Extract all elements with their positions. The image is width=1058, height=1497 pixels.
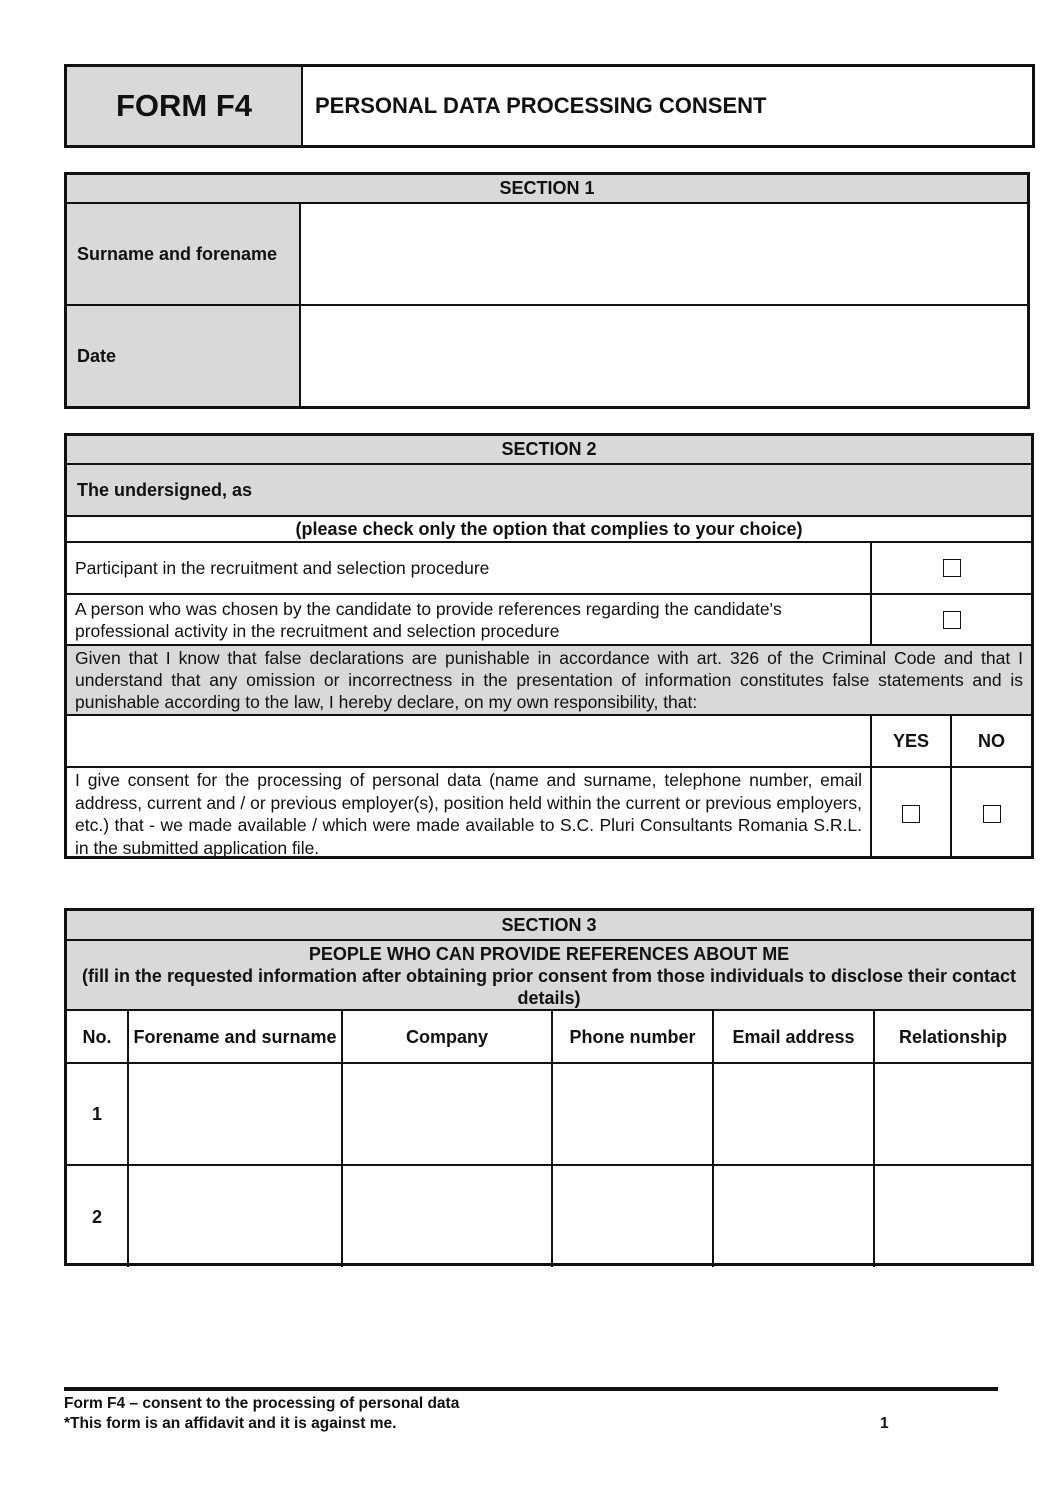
yes-no-header: [67, 716, 1031, 768]
option-participant-label: Participant in the recruitment and selection procedure: [67, 543, 872, 593]
undersigned-label: The undersigned, as: [67, 465, 1031, 517]
company-cell[interactable]: [342, 1165, 552, 1267]
surname-forename-field[interactable]: [301, 204, 1027, 304]
references-heading: [67, 941, 1031, 1011]
footer-form-note: Form F4 – consent to the processing of personal data: [64, 1395, 460, 1412]
forename-cell[interactable]: [128, 1063, 342, 1165]
surname-forename-label: Surname and forename: [67, 204, 301, 304]
forename-cell[interactable]: [128, 1165, 342, 1267]
references-header-row: [67, 1011, 1031, 1063]
email-cell[interactable]: [713, 1063, 874, 1165]
email-cell[interactable]: [713, 1165, 874, 1267]
col-company: Company: [342, 1011, 552, 1063]
table-row: [67, 1165, 1031, 1267]
form-code: FORM F4: [67, 67, 303, 145]
section-1: [64, 172, 1030, 409]
footer-affidavit-note: *This form is an affidavit and it is against me.: [64, 1415, 397, 1432]
col-relationship: Relationship: [874, 1011, 1031, 1063]
consent-text: I give consent for the processing of personal data (name and surname, telephone number, email address, current and / or previous employer(s), position held within the current or previous employers, etc.) that - we made available / which were made available to S.C. Pluri Consultants Romania S.R.L. in the submitted application file.: [67, 768, 872, 859]
option-reference-label: A person who was chosen by the candidate to provide references regarding the candidate's professional activity in the recruitment and selection procedure: [67, 595, 872, 644]
option-reference: [67, 595, 1031, 646]
date-row: [67, 306, 1027, 406]
table-row: [67, 1063, 1031, 1165]
declaration-text: Given that I know that false declarations are punishable in accordance with art. 326 of the Criminal Code and that I understand that any omission or incorrectness in the presentation of information constitutes false statements and is punishable according to the law, I hereby declare, on my own responsibility, that:: [67, 646, 1031, 716]
col-no: No.: [67, 1011, 128, 1063]
relationship-cell[interactable]: [874, 1165, 1031, 1267]
references-table: [67, 1011, 1031, 1267]
page-number: 1: [880, 1415, 889, 1432]
consent-yes-checkbox[interactable]: [902, 805, 920, 823]
col-phone: Phone number: [552, 1011, 713, 1063]
consent-no-checkbox[interactable]: [983, 805, 1001, 823]
section-2: [64, 433, 1034, 859]
section-3: [64, 908, 1034, 1266]
date-field[interactable]: [301, 306, 1027, 406]
phone-cell[interactable]: [552, 1165, 713, 1267]
option-reference-checkbox[interactable]: [943, 611, 961, 629]
section-2-title: SECTION 2: [67, 436, 1031, 465]
yes-header: YES: [872, 716, 952, 766]
relationship-cell[interactable]: [874, 1063, 1031, 1165]
footer-divider: [64, 1387, 998, 1391]
option-participant: [67, 543, 1031, 595]
row-number: 2: [67, 1165, 128, 1267]
consent-row: [67, 768, 1031, 859]
phone-cell[interactable]: [552, 1063, 713, 1165]
date-label: Date: [67, 306, 301, 406]
selection-instruction: (please check only the option that complies to your choice): [67, 517, 1031, 543]
form-title: PERSONAL DATA PROCESSING CONSENT: [315, 93, 767, 118]
option-participant-checkbox[interactable]: [943, 559, 961, 577]
section-1-title: SECTION 1: [67, 175, 1027, 204]
references-title: PEOPLE WHO CAN PROVIDE REFERENCES ABOUT ME: [308, 944, 790, 964]
company-cell[interactable]: [342, 1063, 552, 1165]
no-header: NO: [978, 730, 1005, 751]
col-forename: Forename and surname: [128, 1011, 342, 1063]
row-number: 1: [67, 1063, 128, 1165]
references-instruction: (fill in the requested information after obtaining prior consent from those individuals to disclose their contact details): [81, 966, 1017, 1008]
form-header: [64, 64, 1035, 148]
col-email: Email address: [713, 1011, 874, 1063]
name-row: [67, 204, 1027, 306]
section-3-title: SECTION 3: [67, 911, 1031, 941]
